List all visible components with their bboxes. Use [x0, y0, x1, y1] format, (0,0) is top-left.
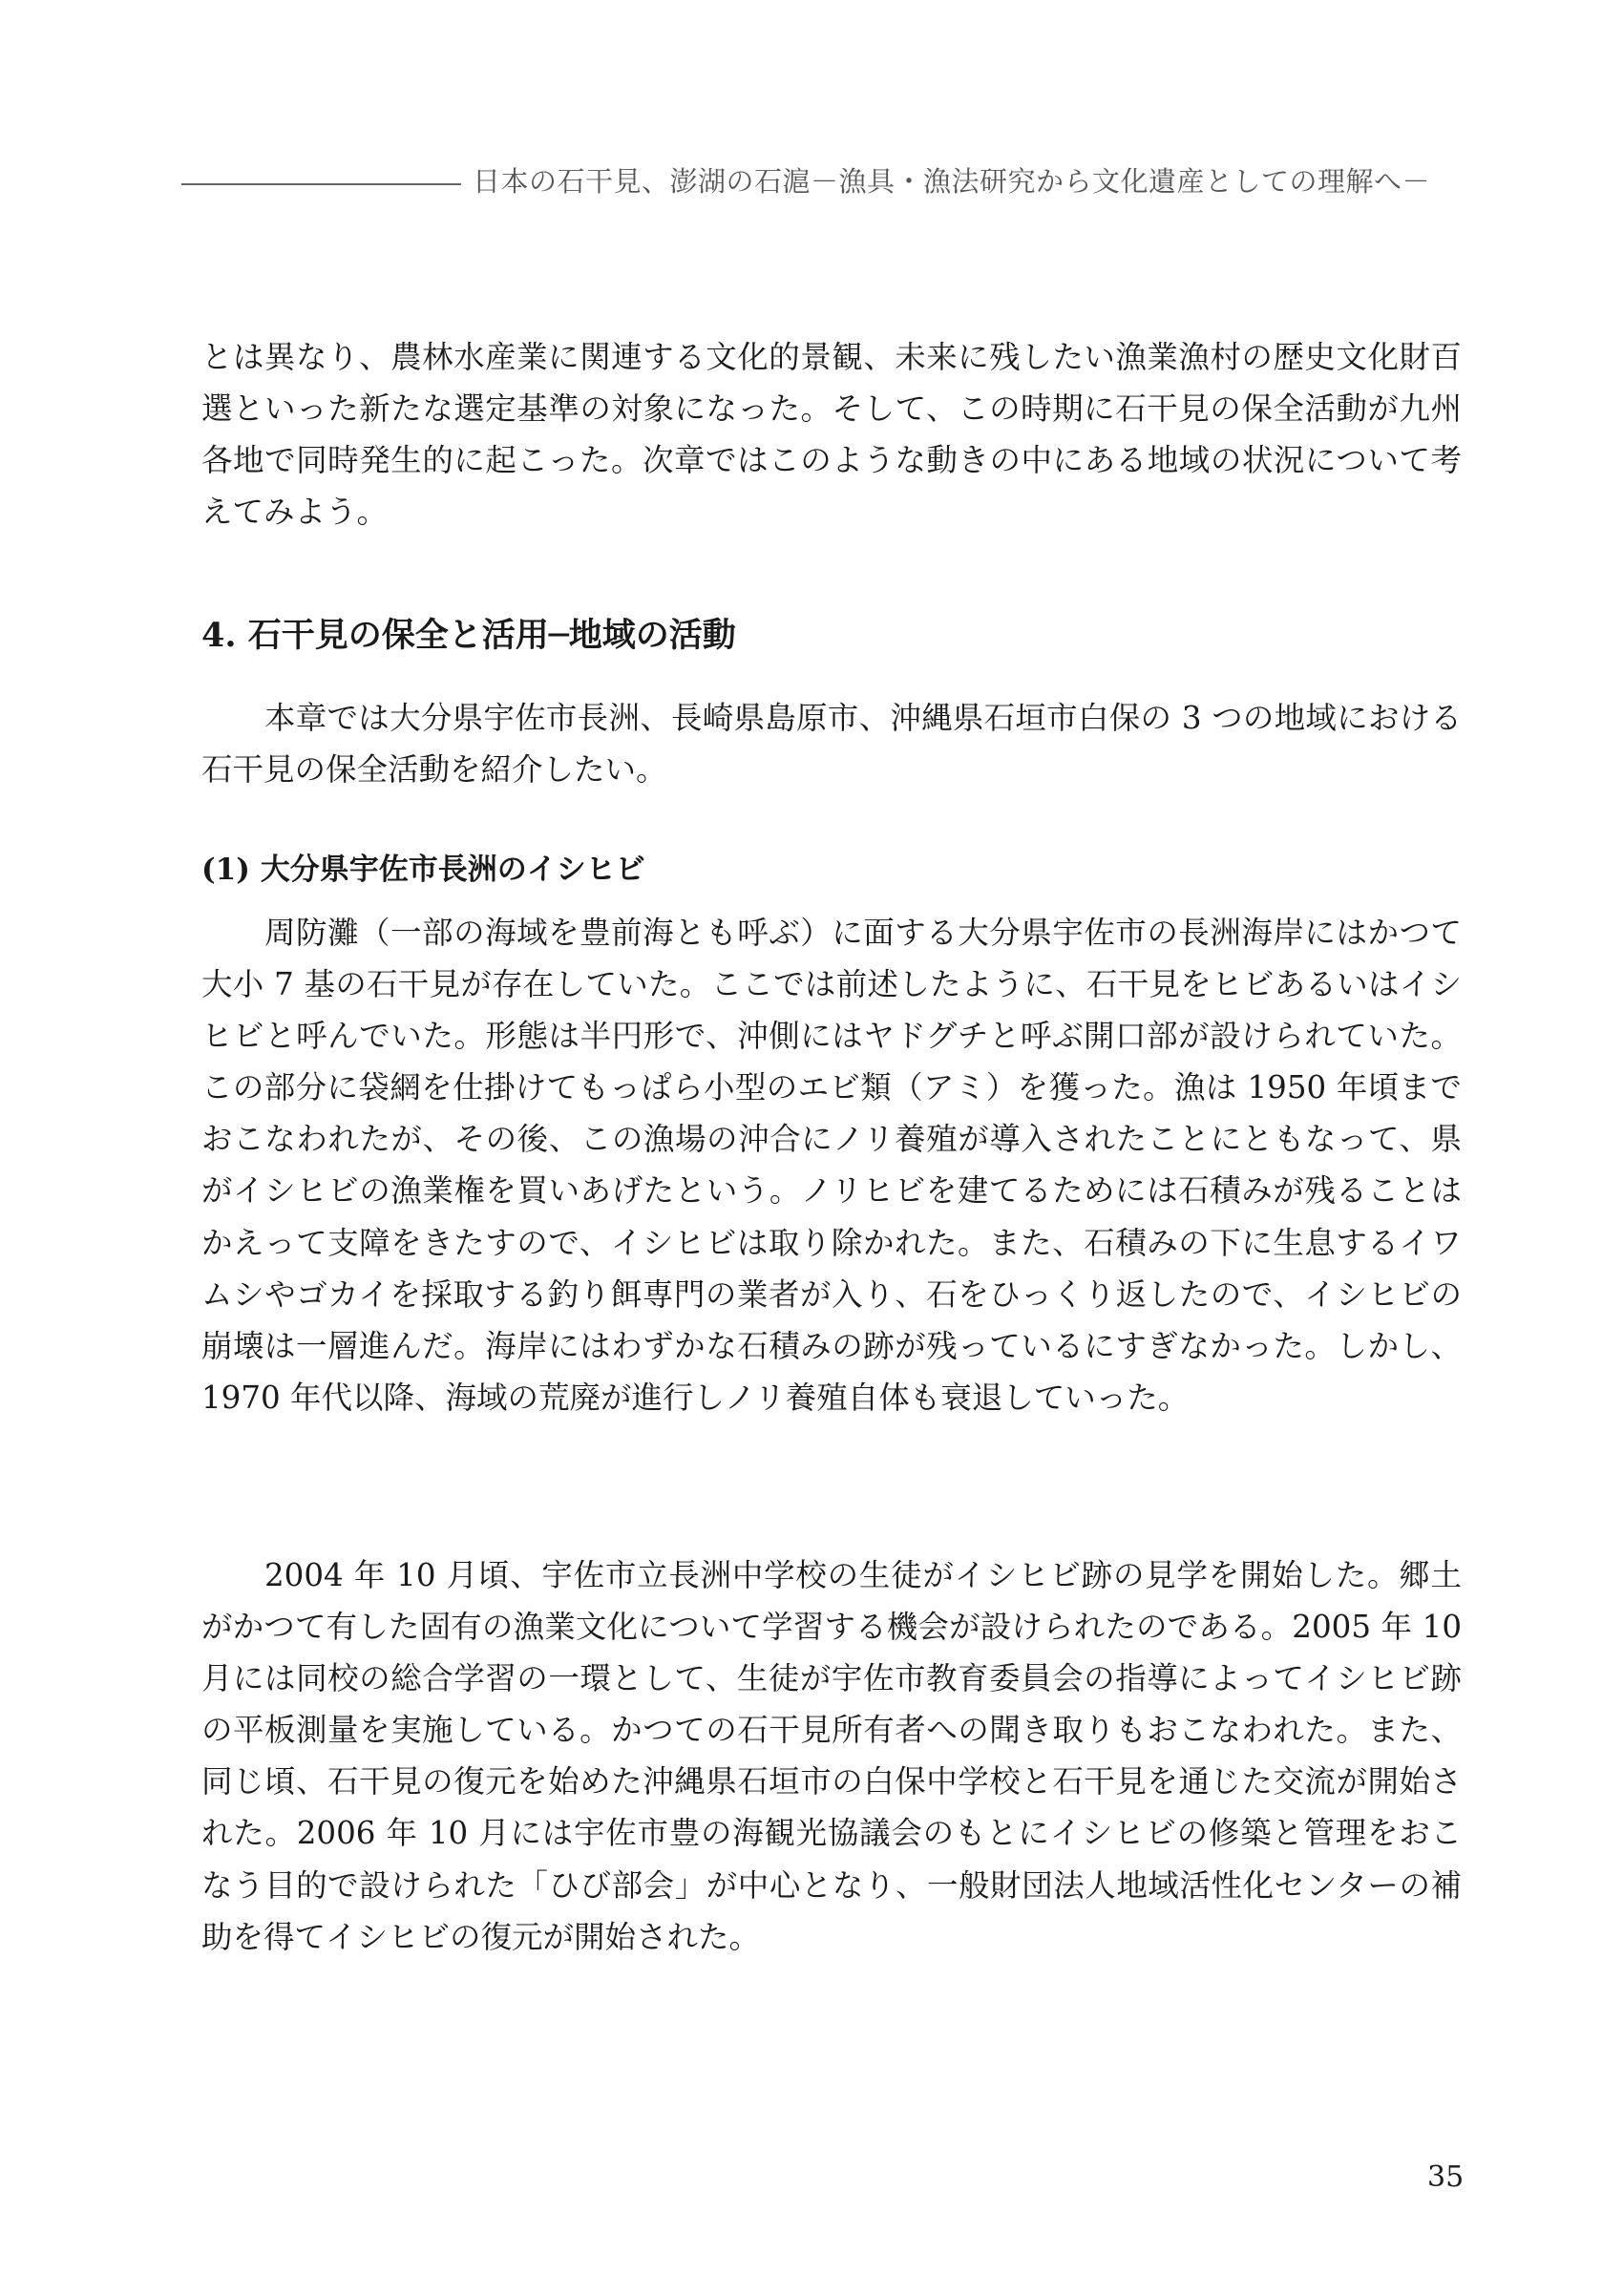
- paragraph-2: 本章では大分県宇佐市長洲、長崎県島原市、沖縄県石垣市白保の 3 つの地域における石干見の保全活動を紹介したい。: [201, 700, 1462, 789]
- subsection-heading: (1) 大分県宇佐市長洲のイシヒビ: [201, 853, 645, 887]
- header-rule: [181, 183, 461, 185]
- running-header-title: 日本の石干見、澎湖の石滬－漁具・漁法研究から文化遺産としての理解へ－: [473, 165, 1431, 198]
- paragraph-3: 周防灘（一部の海域を豊前海とも呼ぶ）に面する大分県宇佐市の長洲海岸にはかつて大小 7 基の石干見が存在していた。ここでは前述したように、石干見をヒビあるいはイシヒビと呼んでいた。形態は半円形で、沖側にはヤドグチと呼ぶ開口部が設けられていた。この部分に袋網を仕掛けてもっぱら小型のエビ類（アミ）を獲った。漁は 1950 年頃までおこなわれたが、その後、この漁場の沖合にノリ養殖が導入されたことにともなって、県がイシヒビの漁業権を買いあげたという。ノリヒビを建てるためには石積みが残ることはかえって支障をきたすので、イシヒビは取り除かれた。また、石積みの下に生息するイワムシやゴカイを採取する釣り餌専門の業者が入り、石をひっくり返したので、イシヒビの崩壊は一層進んだ。海岸にはわずかな石積みの跡が残っているにすぎなかった。しかし、1970 年代以降、海域の荒廃が進行しノリ養殖自体も衰退していった。: [201, 915, 1462, 1416]
- paragraph-4: 2004 年 10 月頃、宇佐市立長洲中学校の生徒がイシヒビ跡の見学を開始した。郷土がかつて有した固有の漁業文化について学習する機会が設けられたのである。2005 年 10 月には同校の総合学習の一環として、生徒が宇佐市教育委員会の指導によってイシヒビ跡の平板測量を実施している。かつての石干見所有者への聞き取りもおこなわれた。また、同じ頃、石干見の復元を始めた沖縄県石垣市の白保中学校と石干見を通じた交流が開始された。2006 年 10 月には宇佐市豊の海観光協議会のもとにイシヒビの修築と管理をおこなう目的で設けられた「ひび部会」が中心となり、一般財団法人地域活性化センターの補助を得てイシヒビの復元が開始された。: [201, 1557, 1462, 1955]
- page-number: 35: [1427, 2160, 1465, 2194]
- running-header: [181, 160, 1461, 208]
- section-heading: 4. 石干見の保全と活用─地域の活動: [201, 616, 736, 655]
- paragraph-1: とは異なり、農林水産業に関連する文化的景観、未来に残したい漁業漁村の歴史文化財百選といった新たな選定基準の対象になった。そして、この時期に石干見の保全活動が九州各地で同時発生的に起こった。次章ではこのような動きの中にある地域の状況について考えてみよう。: [201, 339, 1462, 531]
